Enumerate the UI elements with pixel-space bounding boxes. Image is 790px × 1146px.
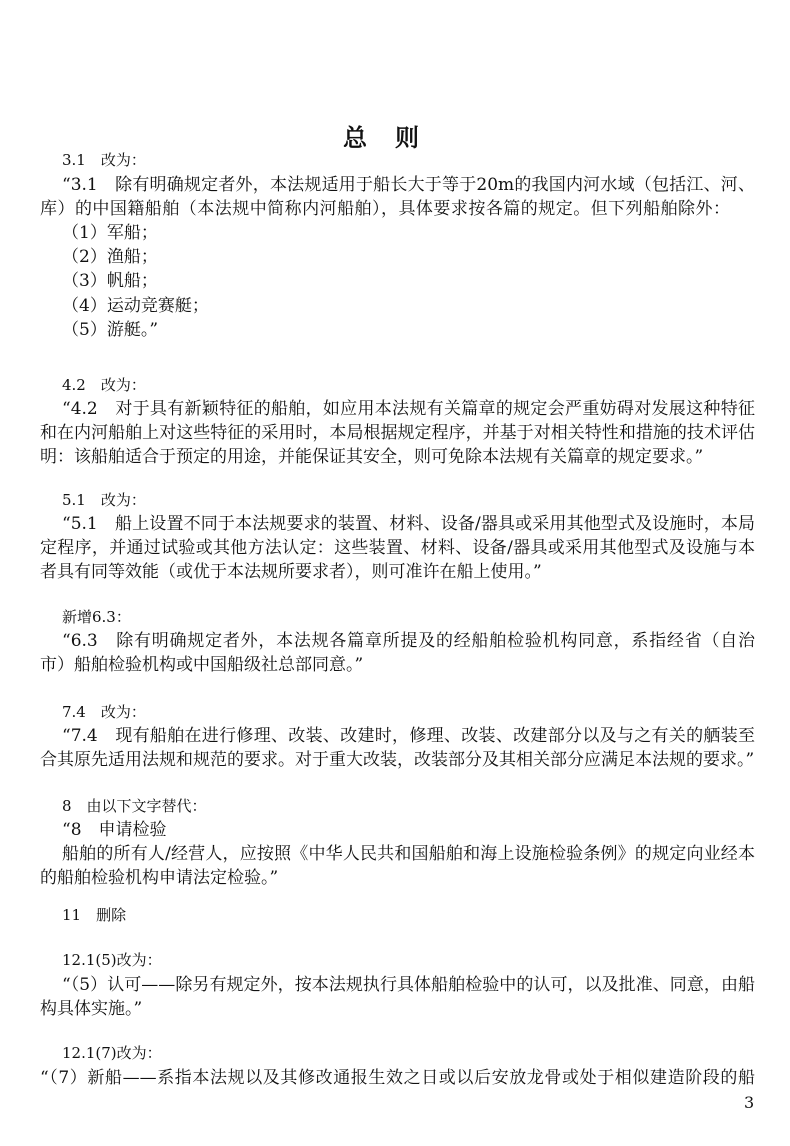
text-line: “（7）新船——系指本法规以及其修改通报生效之日或以后安放龙骨或处于相似建造阶段的船	[40, 1068, 755, 1088]
text-line: 船舶的所有人/经营人，应按照《中华人民共和国船舶和海上设施检验条例》的规定向业经本	[62, 844, 755, 864]
section-heading: 4.2 改为：	[62, 376, 146, 394]
list-item: （2）渔船；	[62, 247, 158, 267]
list-item: （5）游艇。”	[62, 320, 159, 340]
text-line: 定程序，并通过试验或其他方法认定：这些装置、材料、设备/器具或采用其他型式及设施与本	[40, 538, 755, 558]
section-heading: 8 由以下文字替代：	[62, 797, 207, 815]
text-line: “5.1 船上设置不同于本法规要求的装置、材料、设备/器具或采用其他型式及设施时，本局	[62, 514, 755, 534]
text-line: 市）船舶检验机构或中国船级社总部同意。”	[40, 655, 364, 675]
section-heading: 5.1 改为：	[62, 491, 146, 509]
text-line: “6.3 除有明确规定者外，本法规各篇章所提及的经船舶检验机构同意，系指经省（自治	[62, 631, 755, 651]
text-line: “8 申请检验	[62, 820, 167, 840]
text-line: “（5）认可——除另有规定外，按本法规执行具体船舶检验中的认可，以及批准、同意，由船	[62, 975, 755, 995]
text-line: “4.2 对于具有新颖特征的船舶，如应用本法规有关篇章的规定会严重妨碍对发展这种特征	[62, 399, 755, 419]
section-heading: 11 删除	[62, 906, 127, 924]
list-item: （3）帆船；	[62, 271, 158, 291]
text-line: 明：该船舶适合于预定的用途，并能保证其安全，则可免除本法规有关篇章的规定要求。”	[40, 447, 704, 467]
text-line: 合其原先适用法规和规范的要求。对于重大改装，改装部分及其相关部分应满足本法规的要求。”	[40, 750, 755, 770]
text-line: 的船舶检验机构申请法定检验。”	[40, 868, 279, 888]
section-heading: 3.1 改为：	[62, 151, 146, 169]
section-heading: 12.1(7)改为：	[62, 1044, 162, 1062]
text-line: “7.4 现有船舶在进行修理、改装、改建时，修理、改装、改建部分以及与之有关的舾装至	[62, 726, 755, 746]
section-heading: 新增6.3：	[62, 608, 131, 626]
section-heading: 7.4 改为：	[62, 703, 146, 721]
page-number: 3	[744, 1093, 755, 1112]
text-line: 者具有同等效能（或优于本法规所要求者），则可准许在船上使用。”	[40, 562, 542, 582]
text-line: 库）的中国籍船舶（本法规中简称内河船舶），具体要求按各篇的规定。但下列船舶除外：	[40, 199, 730, 219]
text-line: “3.1 除有明确规定者外，本法规适用于船长大于等于20m的我国内河水域（包括江、河、	[62, 175, 755, 195]
list-item: （4）运动竞赛艇；	[62, 296, 209, 316]
section-heading: 12.1(5)改为：	[62, 951, 162, 969]
list-item: （1）军船；	[62, 223, 158, 243]
text-line: 构具体实施。”	[40, 999, 143, 1019]
text-line: 和在内河船舶上对这些特征的采用时，本局根据规定程序，并基于对相关特性和措施的技术评估	[40, 423, 755, 443]
page-title: 总则	[343, 124, 447, 152]
